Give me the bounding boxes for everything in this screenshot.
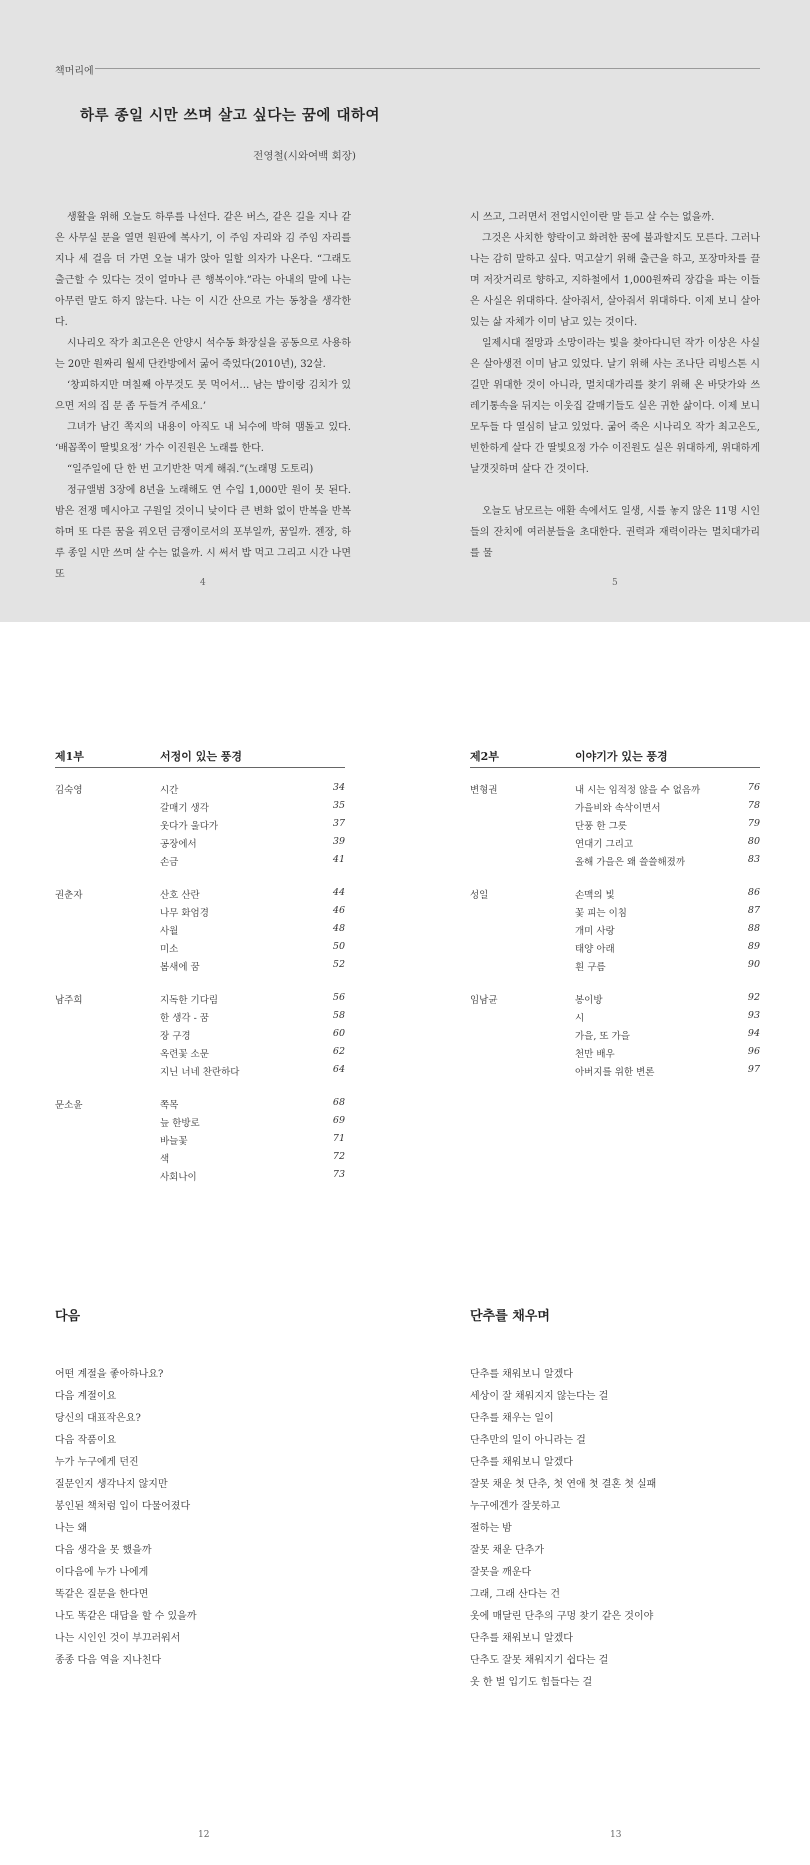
toc-entry-title: 꽃 피는 이침 <box>575 908 627 919</box>
poem-line: 봉인된 책처럼 입이 다물어졌다 <box>55 1501 191 1512</box>
poem-title: 다음 <box>55 1309 81 1324</box>
toc-entry[interactable] <box>575 800 760 818</box>
toc-entry-title: 산호 산란 <box>160 890 200 901</box>
toc-entry-page: 46 <box>332 905 345 916</box>
paragraph: 오늘도 남모르는 애환 속에서도 일생, 시를 놓지 않은 11명 시인들의 잔치에 여러분들을 초대한다. 권력과 재력이라는 멸치대가리를 물 <box>470 506 760 559</box>
toc-author: 남주희 <box>55 995 83 1006</box>
poem-line: 나는 시인인 것이 부끄러워서 <box>55 1633 181 1644</box>
toc-entry[interactable] <box>160 1064 345 1082</box>
paragraph: 시 쓰고, 그러면서 전업시인이란 말 듣고 살 수는 없을까. <box>470 212 715 223</box>
toc-entry[interactable] <box>575 1010 760 1028</box>
toc-entry-title: 웃다가 울다가 <box>160 821 219 832</box>
toc-entry-page: 58 <box>332 1010 345 1021</box>
page-number: 13 <box>610 1830 622 1840</box>
poem-line: 다음 작품이요 <box>55 1435 117 1446</box>
toc-entry-page: 41 <box>332 854 345 865</box>
toc-entry-title: 올해 가을은 왜 쓸쓸해졌까 <box>575 857 686 868</box>
toc-entry[interactable] <box>160 905 345 923</box>
toc-entry-title: 봄새에 꿈 <box>160 962 200 973</box>
toc-entry[interactable] <box>160 1010 345 1028</box>
toc-entry-page: 88 <box>747 923 760 934</box>
poem-line: 어떤 계절을 좋아하나요? <box>55 1369 164 1380</box>
poem-body <box>470 1364 656 1694</box>
poem-line: 나도 똑같은 대답을 할 수 있을까 <box>55 1611 197 1622</box>
paragraph: 시나리오 작가 최고은은 안양시 석수동 화장실을 공동으로 사용하는 20만 원짜리 월세 단칸방에서 굶어 죽었다(2010년), 32살. <box>55 338 351 370</box>
section-header: 책머리에 <box>55 66 94 77</box>
poem-line: 단추를 채워보니 알겠다 <box>470 1633 573 1644</box>
toc-entry-title: 손맥의 빛 <box>575 890 615 901</box>
toc-entry-page: 89 <box>747 941 760 952</box>
paragraph: 그녀가 남긴 쪽지의 내용이 아직도 내 뇌수에 박혀 맴돌고 있다. ‘배꼽쪽이 딸빛요정’ 가수 이진원은 노래를 한다. <box>55 422 351 454</box>
poem-line: 종종 다음 역을 지나친다 <box>55 1655 162 1666</box>
toc-entry-page: 80 <box>747 836 760 847</box>
toc-entry[interactable] <box>575 1028 760 1046</box>
toc-entry-title: 사회나이 <box>160 1172 197 1183</box>
poem-body <box>55 1364 196 1672</box>
toc-entry[interactable] <box>575 992 760 1010</box>
toc-entry[interactable] <box>160 1151 345 1169</box>
toc-entry-page: 86 <box>747 887 760 898</box>
toc-entry-title: 한 생각 - 꿈 <box>160 1013 209 1024</box>
toc-entry-page: 92 <box>747 992 760 1003</box>
toc-author: 김숙영 <box>55 785 83 796</box>
toc-entry-title: 천만 배우 <box>575 1049 615 1060</box>
toc-entry[interactable] <box>160 992 345 1010</box>
toc-entry-page: 56 <box>332 992 345 1003</box>
toc-entry-title: 시간 <box>160 785 179 796</box>
paragraph: 정규앨범 3장에 8년을 노래해도 연 수입 1,000만 원이 못 된다. 밤은 전쟁 메시아고 구원일 것이니 낮이다 큰 변화 없이 반복을 반복하며 또 다른 꿈을 꿔오던 금쟁이로서의 포부일까, 꿈일까. 젠장, 하루 종일 시만 쓰며 살 수는 없을까. 시 써서 밥 먹고 그리고 시간 나면 또 <box>55 485 351 580</box>
toc-entry-page: 79 <box>747 818 760 829</box>
toc-author: 권춘자 <box>55 890 83 901</box>
toc-entry-page: 62 <box>332 1046 345 1057</box>
toc-entry[interactable] <box>575 923 760 941</box>
essay-title: 하루 종일 시만 쓰며 살고 싶다는 꿈에 대하여 <box>80 107 380 124</box>
preface-left-column <box>55 207 351 585</box>
toc-entry[interactable] <box>160 818 345 836</box>
toc-entry-title: 옥련꽃 소문 <box>160 1049 209 1060</box>
toc-entry-page: 72 <box>332 1151 345 1162</box>
page-number: 12 <box>198 1830 210 1840</box>
toc-entry-title: 흰 구름 <box>575 962 606 973</box>
toc-entry-page: 90 <box>747 959 760 970</box>
toc-entry-title: 가을, 또 가을 <box>575 1031 630 1042</box>
toc-entry[interactable] <box>575 959 760 977</box>
poem-line: 나는 왜 <box>55 1523 88 1534</box>
toc-entry-page: 60 <box>332 1028 345 1039</box>
toc-entry[interactable] <box>160 1133 345 1151</box>
toc-entry-title: 손금 <box>160 857 179 868</box>
poem-line: 단추를 채우는 일이 <box>470 1413 554 1424</box>
poem-line: 잘못을 깨운다 <box>470 1567 532 1578</box>
toc-entry[interactable] <box>160 800 345 818</box>
toc-entry-page: 44 <box>332 887 345 898</box>
toc-part-title: 서정이 있는 풍경 <box>160 750 243 763</box>
toc-entry-page: 78 <box>747 800 760 811</box>
poem-line: 잘못 채운 단추가 <box>470 1545 544 1556</box>
toc-entry-title: 색 <box>160 1154 170 1165</box>
toc-part-number: 제2부 <box>470 750 499 763</box>
header-rule <box>95 68 760 69</box>
toc-author: 변형권 <box>470 785 498 796</box>
page-number: 5 <box>612 578 618 588</box>
toc-entry-title: 아버지를 위한 변론 <box>575 1067 655 1078</box>
toc-entry[interactable] <box>160 1028 345 1046</box>
toc-entry[interactable] <box>160 854 345 872</box>
toc-entry-title: 늪 한방로 <box>160 1118 200 1129</box>
toc-entry-page: 52 <box>332 959 345 970</box>
toc-entry-page: 50 <box>332 941 345 952</box>
essay-author: 전영철(시와여백 회장) <box>253 150 356 162</box>
toc-entry-page: 97 <box>747 1064 760 1075</box>
toc-entry[interactable] <box>160 941 345 959</box>
poem-line: 단추만의 일이 아니라는 걸 <box>470 1435 586 1446</box>
toc-entry-page: 83 <box>747 854 760 865</box>
toc-entry-title: 지독한 기다림 <box>160 995 219 1006</box>
toc-entry-title: 사월 <box>160 926 179 937</box>
preface-spread <box>0 0 810 622</box>
toc-entry-title: 가을비와 속삭이면서 <box>575 803 661 814</box>
paragraph: 그것은 사치한 향락이고 화려한 꿈에 불과할지도 모른다. 그러나 나는 감히 말하고 싶다. 먹고살기 위해 출근을 하고, 포장마차를 끌며 저잣거리로 향하고, 지하철에서 1,000원짜리 장갑을 파는 이들은 사실은 위대하다. 살아줘서, 살아줘서 위대하다. 이제 보니 살아있는 삶 자체가 이미 남고 있는 것이다. <box>470 233 760 328</box>
poem-line: 세상이 잘 채워지지 않는다는 걸 <box>470 1391 609 1402</box>
toc-entry[interactable] <box>575 854 760 872</box>
paragraph: “일주일에 단 한 번 고기반찬 먹게 해줘.”(노래명 도토리) <box>67 464 314 475</box>
toc-entry[interactable] <box>575 836 760 854</box>
poem-line: 다음 계절이요 <box>55 1391 117 1402</box>
toc-part-title: 이야기가 있는 풍경 <box>575 750 668 763</box>
poem-line: 이다음에 누가 나에게 <box>55 1567 149 1578</box>
poem-line: 옷에 매달린 단추의 구멍 찾기 같은 것이야 <box>470 1611 654 1622</box>
toc-entry[interactable] <box>575 818 760 836</box>
toc-entry-page: 93 <box>747 1010 760 1021</box>
toc-entry[interactable] <box>160 1097 345 1115</box>
toc-author: 임남균 <box>470 995 498 1006</box>
toc-part-number: 제1부 <box>55 750 84 763</box>
toc-entry[interactable] <box>575 941 760 959</box>
toc-entry-page: 94 <box>747 1028 760 1039</box>
toc-entry-title: 개미 사랑 <box>575 926 615 937</box>
poem-line: 똑같은 질문을 한다면 <box>55 1589 149 1600</box>
toc-entry-title: 미소 <box>160 944 179 955</box>
preface-right-column <box>470 207 760 564</box>
toc-entry-title: 공장에서 <box>160 839 197 850</box>
poem-line: 단추를 채워보니 알겠다 <box>470 1457 573 1468</box>
toc-entry[interactable] <box>160 959 345 977</box>
toc-entry-title: 바늘꽃 <box>160 1136 188 1147</box>
toc-entry-title: 지닌 너네 찬란하다 <box>160 1067 240 1078</box>
toc-entry[interactable] <box>575 1064 760 1082</box>
toc-entry-title: 장 구경 <box>160 1031 191 1042</box>
paragraph: ‘창피하지만 며칠째 아무것도 못 먹어서… 남는 밥이랑 김치가 있으면 저의 집 문 좀 두들겨 주세요.’ <box>55 380 351 412</box>
toc-entry[interactable] <box>575 905 760 923</box>
toc-entry-page: 39 <box>332 836 345 847</box>
toc-entry-page: 35 <box>332 800 345 811</box>
toc-author: 성일 <box>470 890 489 901</box>
toc-part2-header <box>470 745 760 768</box>
toc-entry-page: 64 <box>332 1064 345 1075</box>
paragraph: 생활을 위해 오늘도 하루를 나선다. 같은 버스, 같은 길을 지나 같은 사무실 문을 열면 원판에 복사기, 이 주임 자리와 김 주임 자리를 지나 세 걸음 더 가면 오늘 내가 앉아 일할 의자가 나온다. “그래도 출근할 수 있다는 것이 얼마나 큰 행복이야.”라는 아내의 말에 나는 아무런 말도 하지 않는다. 나는 이 시간 산으로 가는 동창을 생각한다. <box>55 212 351 328</box>
toc-entry-page: 68 <box>332 1097 345 1108</box>
toc-entry-page: 76 <box>747 782 760 793</box>
toc-entry-page: 87 <box>747 905 760 916</box>
poem-line: 질문인지 생각나지 않지만 <box>55 1479 168 1490</box>
toc-entry-page: 48 <box>332 923 345 934</box>
toc-entry[interactable] <box>160 1169 345 1187</box>
toc-entry[interactable] <box>575 1046 760 1064</box>
toc-entry-page: 73 <box>332 1169 345 1180</box>
toc-author: 문소윤 <box>55 1100 83 1111</box>
paragraph: 일제시대 절망과 소망이라는 빛을 찾아다니던 작가 이상은 사실은 살아생전 이미 남고 있었다. 날기 위해 사는 조나단 리빙스톤 시길만 위대한 것이 아니라, 멸치대가리를 찾기 위해 온 바닷가와 쓰레기통속을 뒤지는 이웃집 갈매기들도 실은 귀한 삶이다. 이제 보니 모두들 다 열심히 날고 있었다. 굶어 죽은 시나리오 작가 최고은도, 빈한하게 살다 간 딸빛요정 가수 이진원도 실은 위대하게, 위대하게 날갯짓하며 살다 간 것이다. <box>470 338 760 475</box>
poem-line: 단추를 채워보니 알겠다 <box>470 1369 573 1380</box>
toc-entry[interactable] <box>160 923 345 941</box>
toc-entry[interactable] <box>160 1046 345 1064</box>
toc-entry-title: 단풍 한 그릇 <box>575 821 627 832</box>
toc-entry-page: 37 <box>332 818 345 829</box>
poem-line: 그래, 그래 산다는 건 <box>470 1589 560 1600</box>
toc-entry-title: 연대기 그리고 <box>575 839 634 850</box>
toc-entry-title: 내 시는 임적정 않을 수 없음까 <box>575 785 701 796</box>
toc-entry-page: 96 <box>747 1046 760 1057</box>
toc-entry[interactable] <box>575 782 760 800</box>
poem-title: 단추를 채우며 <box>470 1309 550 1324</box>
toc-entry-title: 쪽목 <box>160 1100 179 1111</box>
poem-line: 단추도 잘못 채워지기 쉽다는 걸 <box>470 1655 609 1666</box>
toc-entry-title: 태양 아래 <box>575 944 615 955</box>
toc-part1-header <box>55 745 345 768</box>
poem-line: 다음 생각을 못 했을까 <box>55 1545 152 1556</box>
poem-line: 누가 누구에게 던진 <box>55 1457 139 1468</box>
toc-entry[interactable] <box>160 782 345 800</box>
toc-entry-title: 봉이방 <box>575 995 603 1006</box>
toc-entry[interactable] <box>575 887 760 905</box>
poem-line: 옷 한 벌 입기도 힘들다는 걸 <box>470 1677 593 1688</box>
toc-entry-title: 시 <box>575 1013 585 1024</box>
toc-entry-page: 34 <box>332 782 345 793</box>
page-number: 4 <box>200 578 206 588</box>
poem-line: 당신의 대표작은요? <box>55 1413 141 1424</box>
toc-entry[interactable] <box>160 1115 345 1133</box>
poem-line: 누구에겐가 잘못하고 <box>470 1501 561 1512</box>
toc-entry-title: 나무 화엄경 <box>160 908 209 919</box>
toc-entry-title: 갈매기 생각 <box>160 803 209 814</box>
poem-line: 잘못 채운 첫 단추, 첫 연애 첫 결혼 첫 실패 <box>470 1479 657 1490</box>
toc-entry[interactable] <box>160 887 345 905</box>
poem-line: 절하는 밤 <box>470 1523 512 1534</box>
toc-entry-page: 69 <box>332 1115 345 1126</box>
toc-entry[interactable] <box>160 836 345 854</box>
toc-entry-page: 71 <box>332 1133 345 1144</box>
